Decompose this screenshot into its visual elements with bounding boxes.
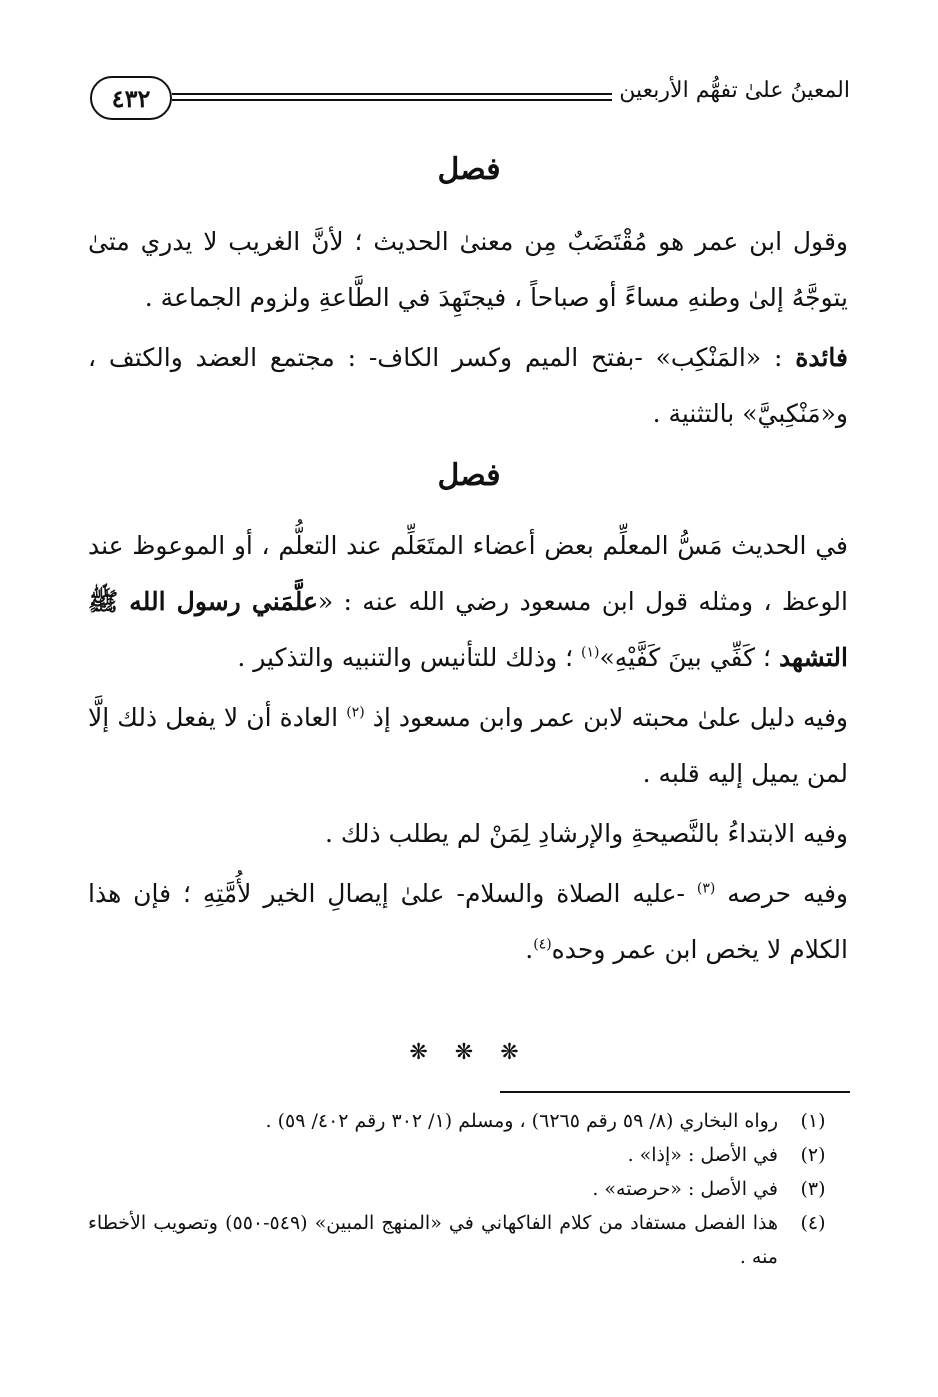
hadith-quote: علَّمَني رسول الله ﷺ التشهد bbox=[88, 587, 848, 672]
footnote-item bbox=[88, 1104, 848, 1138]
header-double-rule bbox=[172, 93, 612, 101]
section-2-paragraph-3: وفيه الابتداءُ بالنَّصيحةِ والإرشادِ لِمَنْ لم يطلب ذلك . bbox=[324, 819, 848, 848]
page-header bbox=[90, 68, 850, 124]
footnote-text: في الأصل : «حرصته» . bbox=[592, 1178, 778, 1200]
paragraph-text: . bbox=[525, 935, 534, 964]
page-number: ٤٣٢ bbox=[111, 83, 151, 113]
footnote-number: (٣) bbox=[800, 1178, 826, 1200]
benefit-label: فائدة bbox=[795, 343, 848, 372]
section-2-paragraph-1 bbox=[88, 518, 848, 686]
footnote-number: (٢) bbox=[800, 1144, 826, 1166]
book-title: المعينُ علىٰ تفهُّم الأربعين bbox=[619, 78, 850, 103]
footnote-divider bbox=[500, 1091, 850, 1093]
section-1-paragraph: وقول ابن عمر هو مُقْتَضَبٌ مِن معنىٰ الحديث ؛ لأنَّ الغريب لا يدري متىٰ يتوجَّهُ إلىٰ وطنهِ مساءً أو صباحاً ، فيجتَهِدَ في الطَّاعةِ ولزوم الجماعة . bbox=[88, 227, 848, 312]
section-heading-1: فصل bbox=[437, 152, 501, 187]
footnote-text: هذا الفصل مستفاد من كلام الفاكهاني في «المنهج المبين» (٥٤٩-٥٥٠) وتصويب الأخطاء منه . bbox=[88, 1212, 778, 1268]
footnote-number: (١) bbox=[800, 1110, 826, 1132]
paragraph-text: وفيه دليل علىٰ محبته لابن عمر وابن مسعود إذ bbox=[372, 703, 848, 732]
paragraph-text: العادة أن لا يفعل ذلك إلَّا لمن يميل إليه قلبه . bbox=[88, 703, 848, 788]
paragraph-text: في الحديث مَسُّ المعلِّم بعض أعضاء المتَعَلِّم عند التعلُّم ، أو الموعوظ عند الوعظ ، ومثله قول ابن مسعود رضي الله عنه : « bbox=[88, 531, 848, 616]
footnote-text: رواه البخاري (٨/ ٥٩ رقم ٦٢٦٥) ، ومسلم (١/ ٣٠٢ رقم ٤٠٢/ ٥٩) . bbox=[265, 1110, 778, 1132]
section-heading-2: فصل bbox=[437, 458, 501, 493]
footnote-number: (٤) bbox=[800, 1212, 826, 1234]
benefit-note bbox=[88, 330, 848, 442]
footnote-ref-2[interactable]: (٢) bbox=[346, 704, 365, 721]
section-2-paragraph-2 bbox=[88, 690, 848, 802]
footnote-ref-1[interactable]: (١) bbox=[581, 644, 600, 661]
section-separator: ❋ ❋ ❋ bbox=[409, 1040, 529, 1065]
paragraph-text: ؛ كَفِّي بينَ كَفَّيْهِ» bbox=[599, 643, 779, 672]
footnote-item bbox=[88, 1138, 848, 1172]
paragraph-text: ؛ وذلك للتأنيس والتنبيه والتذكير . bbox=[237, 643, 582, 672]
footnote-ref-3[interactable]: (٣) bbox=[696, 880, 716, 897]
footnote-item bbox=[88, 1172, 848, 1206]
footnote-item bbox=[88, 1206, 848, 1274]
section-2-paragraph-4 bbox=[88, 866, 848, 978]
footnote-text: في الأصل : «إذا» . bbox=[627, 1144, 778, 1166]
footnotes bbox=[88, 1104, 848, 1274]
benefit-text: : «المَنْكِب» -بفتح الميم وكسر الكاف- : مجتمع العضد والكتف ، و«مَنْكِبيَّ» بالتثنية . bbox=[88, 343, 848, 428]
paragraph-text: -عليه الصلاة والسلام- علىٰ إيصالِ الخير لأُمَّتِهِ ؛ فإن هذا الكلام لا يخص ابن عمر وحده bbox=[88, 879, 848, 964]
page-number-badge bbox=[90, 76, 172, 120]
footnote-ref-4[interactable]: (٤) bbox=[533, 936, 552, 953]
paragraph-text: وفيه حرصه bbox=[727, 879, 849, 908]
